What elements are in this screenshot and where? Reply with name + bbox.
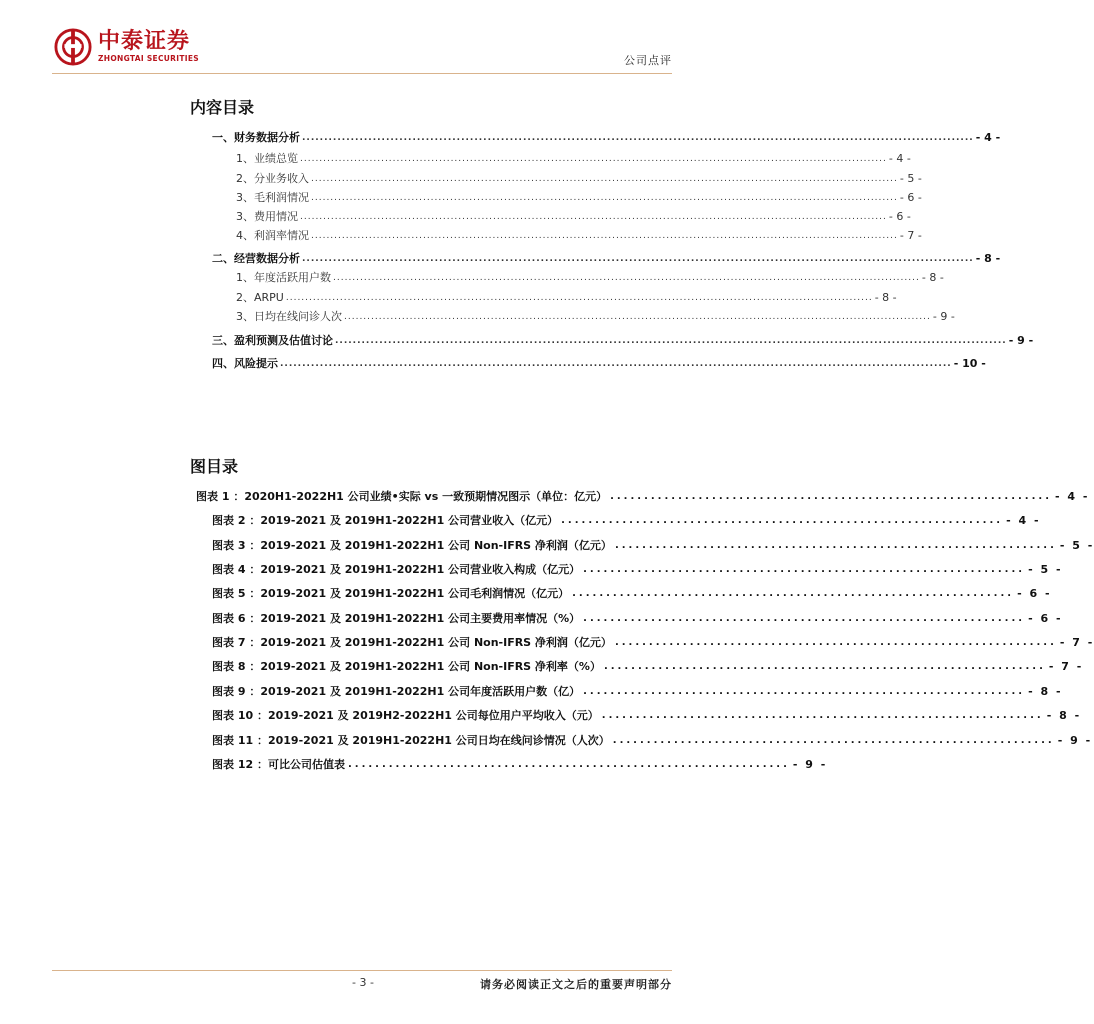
toc-entry-label: 三、盈利预测及估值讨论 <box>212 334 333 347</box>
figure-entry-page: - 6 - <box>1028 612 1063 625</box>
toc-entry-page: - 7 - <box>899 229 922 242</box>
toc-entry-label: 二、经营数据分析 <box>212 252 300 265</box>
toc-entry-label: 2、分业务收入 <box>236 172 309 185</box>
zhongtai-logo-icon <box>54 28 92 66</box>
toc-leader: ........................................................................................................................................................ <box>311 231 898 241</box>
figure-entry-label: 图表 7 ：2019-2021 及 2019H1-2022H1 公司 Non-IFRS 净利润（亿元） <box>212 636 612 649</box>
toc-entry[interactable] <box>212 130 1001 146</box>
toc-entry-page: - 8 - <box>921 271 944 284</box>
toc-entry-label: 3、日均在线问诊人次 <box>236 310 342 323</box>
figure-entry[interactable] <box>212 708 1082 724</box>
toc-entry-label: 1、业绩总览 <box>236 152 298 165</box>
toc-entry-page: - 6 - <box>888 210 911 223</box>
figure-leader: ................................................................. <box>612 735 1055 746</box>
figure-entry-page: - 8 - <box>1028 685 1063 698</box>
figure-entry-page: - 9 - <box>792 758 828 771</box>
toc-entry[interactable] <box>212 356 986 372</box>
figure-leader: ................................................................. <box>347 759 790 770</box>
toc-leader: ........................................................................................................................................................ <box>300 212 887 222</box>
toc-entry-page: - 9 - <box>1008 334 1034 347</box>
figure-entry-page: - 8 - <box>1046 709 1082 722</box>
toc-leader: ........................................................................................................................................................ <box>302 133 974 143</box>
toc-entry[interactable] <box>236 151 911 167</box>
figure-entry-label: 图表 1 ：2020H1-2022H1 公司业绩•实际 vs 一致预期情况图示（单位：亿元） <box>196 490 608 503</box>
toc-entry[interactable] <box>236 290 897 306</box>
toc-leader: ........................................................................................................................................................ <box>335 336 1007 346</box>
figure-entry-page: - 4 - <box>1055 490 1090 503</box>
toc-entry[interactable] <box>212 333 1034 349</box>
toc-leader: ........................................................................................................................................................ <box>285 293 873 303</box>
figure-entry[interactable] <box>212 684 1063 700</box>
toc-leader: ........................................................................................................................................................ <box>333 273 920 283</box>
toc-leader: ........................................................................................................................................................ <box>302 254 974 264</box>
toc-entry-label: 一、财务数据分析 <box>212 131 300 144</box>
figure-entry-page: - 5 - <box>1059 539 1094 552</box>
figure-entry-label: 图表 4 ：2019-2021 及 2019H1-2022H1 公司营业收入构成（亿元） <box>212 563 581 576</box>
toc-entry-label: 4、利润率情况 <box>236 229 309 242</box>
figure-entry-label: 图表 9 ：2019-2021 及 2019H1-2022H1 公司年度活跃用户数（亿） <box>212 685 581 698</box>
figure-entry[interactable] <box>212 513 1041 529</box>
header-divider <box>52 73 672 74</box>
toc-leader: ........................................................................................................................................................ <box>280 359 952 369</box>
figure-leader: ................................................................. <box>583 686 1026 697</box>
figure-entry-page: - 7 - <box>1059 636 1094 649</box>
figure-entry[interactable] <box>212 586 1052 602</box>
page-header <box>0 0 724 78</box>
figure-entry-label: 图表 11 ：2019-2021 及 2019H1-2022H1 公司日均在线问诊情况（人次） <box>212 734 610 747</box>
toc-leader: ........................................................................................................................................................ <box>300 154 887 164</box>
figure-entry-page: - 9 - <box>1057 734 1093 747</box>
figure-leader: ................................................................. <box>601 710 1044 721</box>
toc-entry[interactable] <box>236 228 922 244</box>
toc-entry-page: - 5 - <box>899 172 922 185</box>
toc-entry-label: 3、费用情况 <box>236 210 298 223</box>
footer-divider <box>52 970 672 971</box>
toc-entry-page: - 9 - <box>932 310 955 323</box>
toc-entry-label: 四、风险提示 <box>212 357 278 370</box>
figure-entry-page: - 4 - <box>1006 514 1041 527</box>
logo-chinese-name: 中泰证券 <box>98 29 191 54</box>
toc-entry[interactable] <box>236 270 944 286</box>
toc-entry-page: - 8 - <box>874 291 897 304</box>
document-type-label: 公司点评 <box>624 54 672 67</box>
figure-entry-label: 图表 5 ：2019-2021 及 2019H1-2022H1 公司毛利润情况（亿元） <box>212 587 570 600</box>
figure-entry[interactable] <box>212 757 828 773</box>
figure-entry[interactable] <box>212 611 1063 627</box>
figure-entry-page: - 5 - <box>1028 563 1063 576</box>
toc-entry[interactable] <box>236 190 922 206</box>
figures-title: 图目录 <box>190 457 239 476</box>
figure-leader: ................................................................. <box>614 540 1057 551</box>
figure-entry[interactable] <box>212 659 1084 675</box>
figure-leader: ................................................................. <box>614 637 1057 648</box>
contents-title: 内容目录 <box>190 98 255 117</box>
company-logo <box>54 28 199 66</box>
figure-entry-label: 图表 8 ：2019-2021 及 2019H1-2022H1 公司 Non-IFRS 净利率（%） <box>212 660 601 673</box>
toc-entry-page: - 4 - <box>975 131 1001 144</box>
figure-entry[interactable] <box>212 635 1094 651</box>
figure-leader: ................................................................. <box>583 613 1026 624</box>
toc-leader: ........................................................................................................................................................ <box>311 174 898 184</box>
toc-entry-label: 1、年度活跃用户数 <box>236 271 331 284</box>
figure-entry-label: 图表 6 ：2019-2021 及 2019H1-2022H1 公司主要费用率情况（%） <box>212 612 581 625</box>
figure-entry-page: - 7 - <box>1048 660 1084 673</box>
figure-entry-label: 图表 10 ：2019-2021 及 2019H2-2022H1 公司每位用户平均收入（元） <box>212 709 599 722</box>
figure-leader: ................................................................. <box>603 661 1046 672</box>
figure-leader: ................................................................. <box>561 515 1004 526</box>
toc-entry-label: 2、ARPU <box>236 291 284 304</box>
toc-entry[interactable] <box>236 209 911 225</box>
figure-entry[interactable] <box>212 538 1094 554</box>
toc-entry-page: - 10 - <box>953 357 986 370</box>
logo-english-name: ZHONGTAI SECURITIES <box>98 54 199 63</box>
toc-entry[interactable] <box>212 251 1001 267</box>
figure-entry-label: 图表 12 ：可比公司估值表 <box>212 758 345 771</box>
toc-leader: ........................................................................................................................................................ <box>311 193 898 203</box>
page-number: - 3 - <box>352 976 374 989</box>
footer-disclaimer: 请务必阅读正文之后的重要声明部分 <box>480 978 672 991</box>
toc-entry-page: - 8 - <box>975 252 1001 265</box>
figure-entry-label: 图表 3 ：2019-2021 及 2019H1-2022H1 公司 Non-IFRS 净利润（亿元） <box>212 539 612 552</box>
figure-entry[interactable] <box>196 489 1090 505</box>
figure-leader: ................................................................. <box>583 564 1026 575</box>
toc-entry[interactable] <box>236 309 955 325</box>
toc-entry-page: - 4 - <box>888 152 911 165</box>
toc-entry[interactable] <box>236 171 922 187</box>
toc-entry-page: - 6 - <box>899 191 922 204</box>
figure-leader: ................................................................. <box>572 588 1015 599</box>
figure-entry[interactable] <box>212 733 1093 749</box>
figure-entry-page: - 6 - <box>1017 587 1052 600</box>
toc-entry-label: 3、毛利润情况 <box>236 191 309 204</box>
figure-leader: ................................................................. <box>610 491 1053 502</box>
toc-leader: ........................................................................................................................................................ <box>344 312 931 322</box>
figure-entry[interactable] <box>212 562 1063 578</box>
figure-entry-label: 图表 2 ：2019-2021 及 2019H1-2022H1 公司营业收入（亿元） <box>212 514 559 527</box>
